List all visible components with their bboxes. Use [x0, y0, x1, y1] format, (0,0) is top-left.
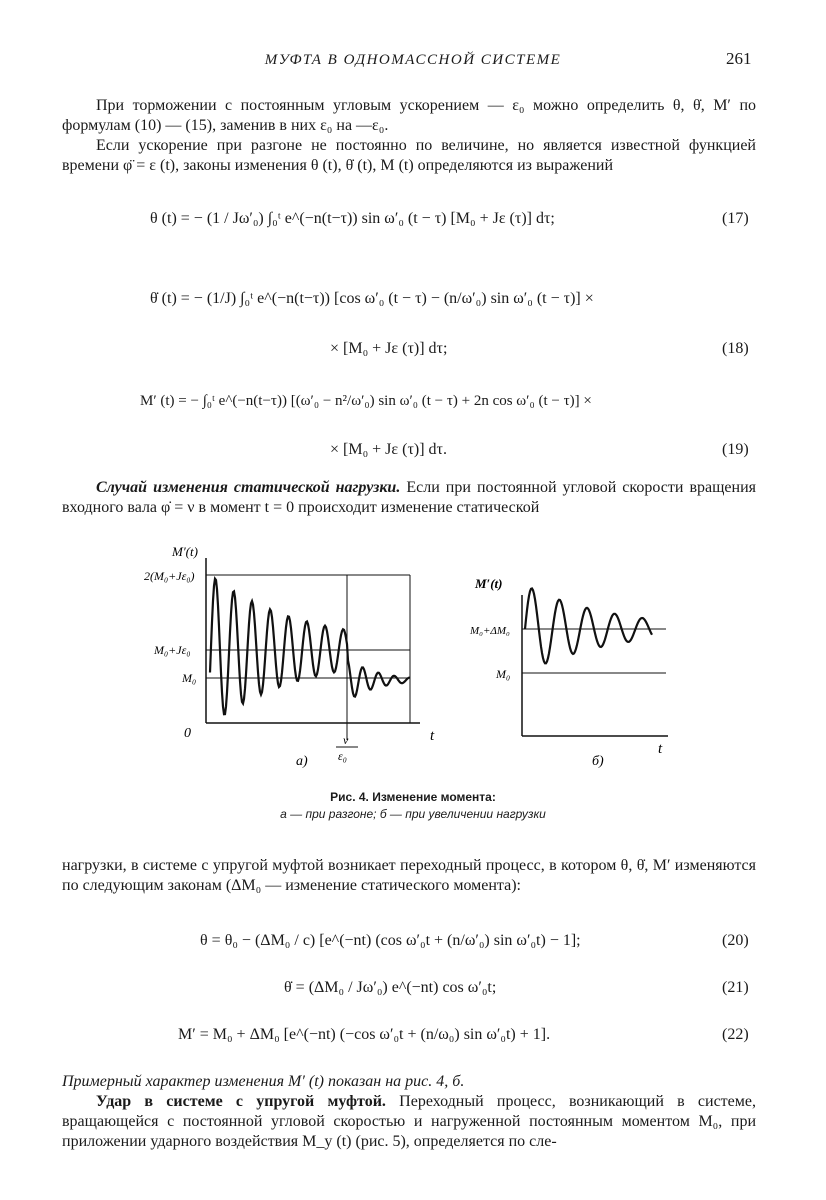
panel-b-label: б): [592, 754, 604, 769]
panel-a-x-mark-den: ε₀: [338, 749, 347, 763]
panel-b-tick-0: M₀: [496, 667, 511, 681]
impact-heading: Удар в системе с упругой муфтой.: [96, 1093, 386, 1110]
equation-21-number: (21): [722, 979, 749, 996]
continuation-text: [62, 856, 756, 896]
continuation-paragraph: нагрузки, в системе с упругой муфтой возникает переходный процесс, в котором θ, θ̇, M′ изменяются по следующим законам (ΔM₀ — изменение статического момента):: [62, 857, 756, 894]
panel-a-y-label: M′(t): [172, 544, 198, 559]
intro-paragraph-1: При торможении с постоянным угловым ускорением — ε₀ можно определить θ, θ̇, M′ по формулам (10) — (15), заменив в них ε₀ на —ε₀.: [62, 97, 756, 134]
equation-19-line-1: M′ (t) = − ∫₀ᵗ e^(−n(t−τ)) [(ω′₀ − n²/ω′₀) sin ω′₀ (t − τ) + 2n cos ω′₀ (t − τ)] ×: [140, 393, 592, 409]
equation-19-line-2: × [M₀ + Jε (τ)] dτ.: [330, 441, 447, 458]
equation-17: θ (t) = − (1 / Jω′₀) ∫₀ᵗ e^(−n(t−τ)) sin ω′₀ (t − τ) [M₀ + Jε (τ)] dτ;: [150, 210, 555, 227]
running-title: МУФТА В ОДНОМАССНОЙ СИСТЕМЕ: [264, 52, 562, 68]
figure-caption-title: Рис. 4. Изменение момента:: [330, 790, 496, 804]
panel-a-tick-0: M₀: [182, 671, 197, 685]
figure-4: [140, 540, 700, 780]
equation-18-number: (18): [722, 340, 749, 357]
equation-18-line-2: × [M₀ + Jε (τ)] dτ;: [330, 340, 448, 357]
panel-b-tick-1: M₀+ΔM₀: [470, 625, 510, 637]
figure-caption-text: а — при разгоне; б — при увеличении нагрузки: [280, 807, 546, 821]
panel-b-x-label: t: [658, 741, 663, 757]
section-static-load: [62, 478, 756, 518]
intro-text: [62, 96, 756, 176]
section-static-heading: Случай изменения статической нагрузки.: [96, 479, 401, 496]
impact-text: Переходный процесс, возникающий в системе, вращающейся с постоянной угловой скоростью и нагруженной постоянным моментом M₀, при приложении ударного воздействия M_y (t) (рис. 5), определяется по сле-: [62, 1093, 757, 1150]
equation-22: M′ = M₀ + ΔM₀ [e^(−nt) (−cos ω′₀t + (n/ω₀) sin ω′₀t) + 1].: [178, 1026, 551, 1043]
panel-a-origin: 0: [184, 726, 191, 741]
closing-text: [62, 1072, 756, 1152]
panel-a-curve: [210, 579, 410, 714]
panel-a: [144, 544, 435, 769]
intro-paragraph-2: Если ускорение при разгоне не постоянно по величине, но является известной функцией времени φ̈ = ε (t), законы изменения θ (t), θ̇ (t), M (t) определяются из выражений: [62, 137, 756, 174]
section-static-text: Если при постоянной угловой скорости вращения входного вала φ̇ = ν в момент t = 0 происходит изменение статической: [62, 479, 757, 516]
panel-b-curve: [525, 589, 652, 664]
equation-19-number: (19): [722, 441, 749, 458]
equation-20: θ = θ₀ − (ΔM₀ / c) [e^(−nt) (cos ω′₀t + (n/ω′₀) sin ω′₀t) − 1];: [200, 932, 581, 949]
equation-18-line-1: θ̇ (t) = − (1/J) ∫₀ᵗ e^(−n(t−τ)) [cos ω′₀ (t − τ) − (n/ω′₀) sin ω′₀ (t − τ)] ×: [150, 290, 594, 307]
equation-21: θ̇ = (ΔM₀ / Jω′₀) e^(−nt) cos ω′₀t;: [284, 979, 497, 996]
panel-a-x-mark-num: ν: [343, 733, 349, 747]
page-number: 261: [726, 49, 752, 68]
closing-paragraph-1: Примерный характер изменения M′ (t) показан на рис. 4, б.: [62, 1073, 465, 1090]
panel-a-label: а): [296, 754, 308, 769]
panel-a-tick-2: 2(M₀+Jε₀): [144, 569, 195, 583]
equation-22-number: (22): [722, 1026, 749, 1043]
panel-b-y-label: M′(t): [475, 576, 503, 591]
equation-20-number: (20): [722, 932, 749, 949]
panel-a-x-label: t: [430, 728, 435, 744]
panel-b: [469, 576, 668, 769]
equation-17-number: (17): [722, 210, 749, 227]
panel-a-tick-1: M₀+Jε₀: [154, 643, 191, 657]
